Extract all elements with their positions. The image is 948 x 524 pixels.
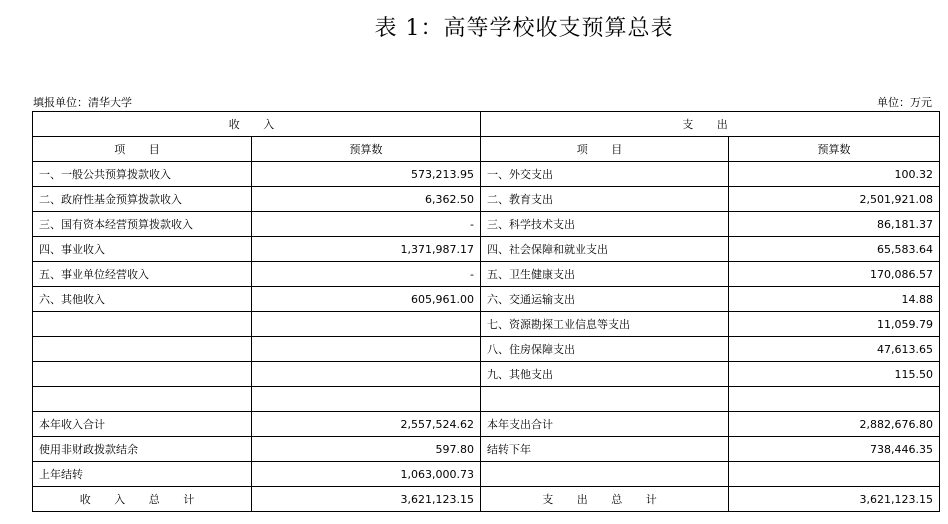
total-row [33, 487, 940, 512]
income-item-cell: 上年结转 [33, 462, 252, 487]
expense-item-cell: 本年支出合计 [481, 412, 729, 437]
income-total-amount: 3,621,123.15 [252, 487, 481, 512]
reporting-unit: 填报单位：清华大学 [33, 96, 132, 109]
expense-amount-header: 预算数 [729, 137, 940, 162]
table-row [33, 287, 940, 312]
table-row [33, 362, 940, 387]
income-item-cell [33, 312, 252, 337]
expense-item-header: 项 目 [481, 137, 729, 162]
income-item-cell [33, 362, 252, 387]
budget-table [32, 111, 940, 512]
expense-amount-cell: 65,583.64 [729, 237, 940, 262]
table-row [33, 237, 940, 262]
income-amount-cell [252, 362, 481, 387]
table-row [33, 162, 940, 187]
expense-item-cell: 四、社会保障和就业支出 [481, 237, 729, 262]
expense-amount-cell: 170,086.57 [729, 262, 940, 287]
table-row [33, 387, 940, 412]
income-amount-cell: 605,961.00 [252, 287, 481, 312]
income-item-cell: 六、其他收入 [33, 287, 252, 312]
table-row [33, 262, 940, 287]
income-item-cell: 二、政府性基金预算拨款收入 [33, 187, 252, 212]
expense-item-cell: 三、科学技术支出 [481, 212, 729, 237]
expense-amount-cell: 86,181.37 [729, 212, 940, 237]
expense-amount-cell: 2,882,676.80 [729, 412, 940, 437]
table-row [33, 312, 940, 337]
expense-amount-cell: 738,446.35 [729, 437, 940, 462]
income-amount-cell: - [252, 262, 481, 287]
expense-item-cell [481, 387, 729, 412]
income-amount-cell [252, 387, 481, 412]
expense-amount-cell: 47,613.65 [729, 337, 940, 362]
currency-unit: 单位：万元 [877, 96, 932, 109]
page-title: 表 1：高等学校收支预算总表 [374, 16, 674, 41]
income-item-cell: 一、一般公共预算拨款收入 [33, 162, 252, 187]
income-total-label: 收 入 总 计 [33, 487, 252, 512]
expense-amount-cell [729, 387, 940, 412]
table-row [33, 212, 940, 237]
income-amount-cell [252, 312, 481, 337]
expense-total-label: 支 出 总 计 [481, 487, 729, 512]
income-amount-cell: 1,371,987.17 [252, 237, 481, 262]
income-amount-cell: 1,063,000.73 [252, 462, 481, 487]
expense-item-cell: 二、教育支出 [481, 187, 729, 212]
table-row [33, 462, 940, 487]
expense-amount-cell [729, 462, 940, 487]
income-item-cell: 使用非财政拨款结余 [33, 437, 252, 462]
income-item-cell: 五、事业单位经营收入 [33, 262, 252, 287]
income-item-header: 项 目 [33, 137, 252, 162]
income-item-cell [33, 387, 252, 412]
income-item-cell [33, 337, 252, 362]
expense-section-header: 支 出 [481, 112, 940, 137]
expense-item-cell: 一、外交支出 [481, 162, 729, 187]
expense-amount-cell: 11,059.79 [729, 312, 940, 337]
expense-amount-cell: 115.50 [729, 362, 940, 387]
expense-amount-cell: 14.88 [729, 287, 940, 312]
expense-item-cell: 结转下年 [481, 437, 729, 462]
expense-item-cell: 六、交通运输支出 [481, 287, 729, 312]
column-header-row [33, 137, 940, 162]
table-row [33, 337, 940, 362]
income-amount-cell: 2,557,524.62 [252, 412, 481, 437]
expense-item-cell: 八、住房保障支出 [481, 337, 729, 362]
expense-amount-cell: 100.32 [729, 162, 940, 187]
table-row [33, 437, 940, 462]
income-item-cell: 三、国有资本经营预算拨款收入 [33, 212, 252, 237]
expense-amount-cell: 2,501,921.08 [729, 187, 940, 212]
income-amount-header: 预算数 [252, 137, 481, 162]
income-amount-cell: - [252, 212, 481, 237]
income-amount-cell [252, 337, 481, 362]
income-amount-cell: 573,213.95 [252, 162, 481, 187]
table-row [33, 412, 940, 437]
expense-item-cell: 七、资源勘探工业信息等支出 [481, 312, 729, 337]
expense-item-cell: 五、卫生健康支出 [481, 262, 729, 287]
expense-total-amount: 3,621,123.15 [729, 487, 940, 512]
income-section-header: 收 入 [33, 112, 481, 137]
income-amount-cell: 597.80 [252, 437, 481, 462]
expense-item-cell: 九、其他支出 [481, 362, 729, 387]
income-item-cell: 四、事业收入 [33, 237, 252, 262]
table-row [33, 187, 940, 212]
income-amount-cell: 6,362.50 [252, 187, 481, 212]
expense-item-cell [481, 462, 729, 487]
section-header-row [33, 112, 940, 137]
income-item-cell: 本年收入合计 [33, 412, 252, 437]
